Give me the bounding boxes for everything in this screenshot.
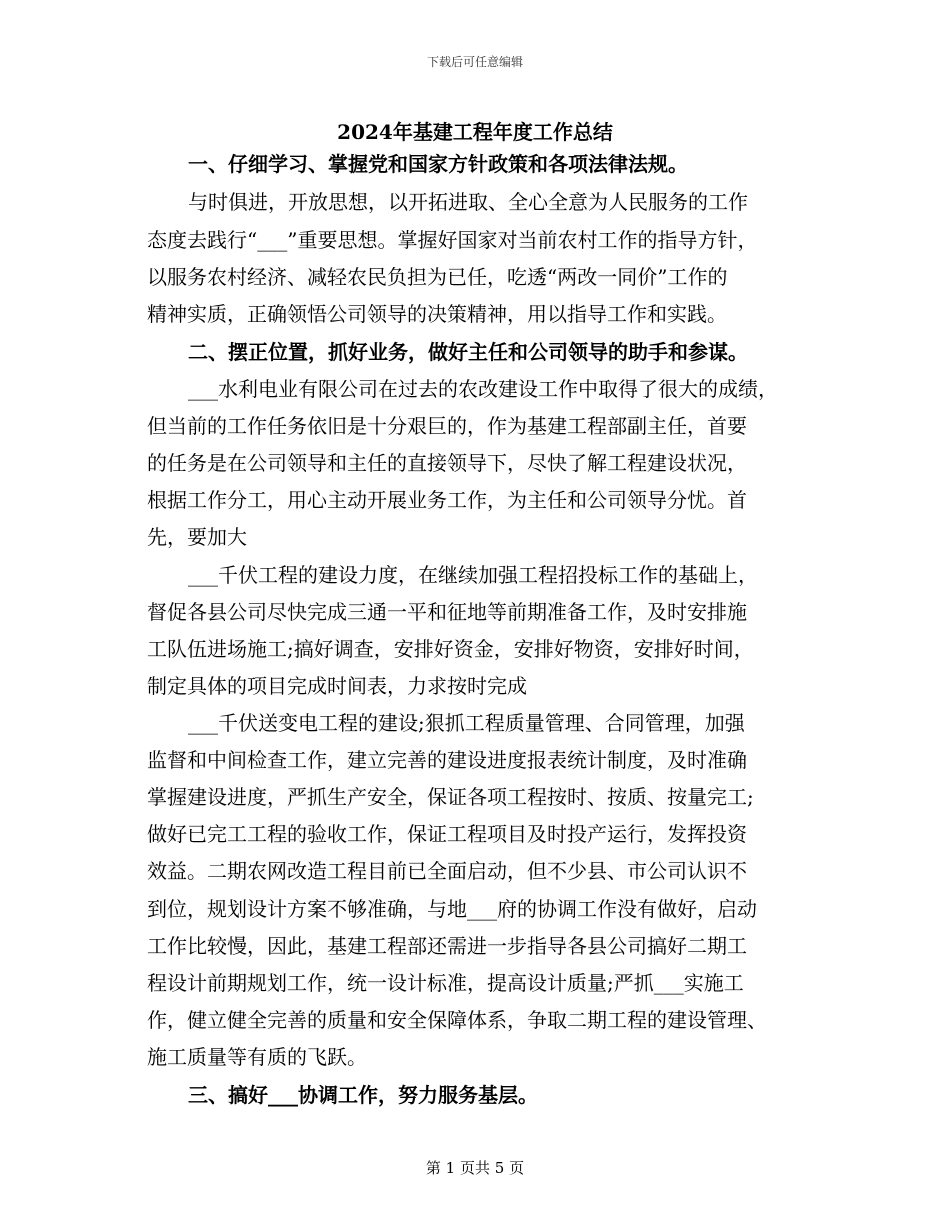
text-line: 根据工作分工，用心主动开展业务工作，为主任和公司领导分忧。首 <box>147 488 747 512</box>
text-line: 态度去践行“___”重要思想。掌握好国家对当前农村工作的指导方针， <box>147 228 758 252</box>
section-heading-1: 一、仔细学习、掌握党和国家方针政策和各项法律法规。 <box>188 152 688 176</box>
text-line: 施工质量等有质的飞跃。 <box>147 1045 367 1069</box>
text-line: 工作比较慢，因此，基建工程部还需进一步指导各县公司搞好二期工 <box>147 934 747 958</box>
text-line: 作，健立健全完善的质量和安全保障体系，争取二期工程的建设管理、 <box>147 1008 767 1032</box>
section-heading-2: 二、摆正位置，抓好业务，做好主任和公司领导的助手和参谋。 <box>188 340 748 364</box>
text-line: 程设计前期规划工作，统一设计标准，提高设计质量;严抓___实施工 <box>147 971 744 995</box>
text-line: 精神实质，正确领悟公司领导的决策精神，用以指导工作和实践。 <box>147 302 727 326</box>
text-line: ___水利电业有限公司在过去的农改建设工作中取得了很大的成绩， <box>188 377 778 401</box>
text-line: 做好已完工工程的验收工作，保证工程项目及时投产运行，发挥投资 <box>147 822 747 846</box>
text-line: ___千伏送变电工程的建设;狠抓工程质量管理、合同管理，加强 <box>188 711 745 735</box>
text-line: 以服务农村经济、减轻农民负担为已任，吃透“两改一同价”工作的 <box>147 265 728 289</box>
page-footer: 第 1 页共 5 页 <box>425 1159 525 1177</box>
text-line: ___千伏工程的建设力度，在继续加强工程招投标工作的基础上， <box>188 563 758 587</box>
text-line: 与时俱进，开放思想，以开拓进取、全心全意为人民服务的工作 <box>188 190 748 214</box>
text-line: 效益。二期农网改造工程目前已全面启动，但不少县、市公司认识不 <box>147 859 747 883</box>
document-title: 2024年基建工程年度工作总结 <box>337 120 613 144</box>
text-line: 督促各县公司尽快完成三通一平和征地等前期准备工作，及时安排施 <box>147 600 747 624</box>
text-line: 到位，规划设计方案不够准确，与地___府的协调工作没有做好，启动 <box>147 897 757 921</box>
text-line: 制定具体的项目完成时间表，力求按时完成 <box>147 674 527 698</box>
text-line: 监督和中间检查工作，建立完善的建设进度报表统计制度，及时准确 <box>147 748 747 772</box>
section-heading-3: 三、搞好___协调工作，努力服务基层。 <box>188 1083 538 1107</box>
page-header: 下载后可任意编辑 <box>426 55 523 69</box>
text-line: 的任务是在公司领导和主任的直接领导下，尽快了解工程建设状况， <box>147 451 747 475</box>
text-line: 工队伍进场施工;搞好调查，安排好资金，安排好物资，安排好时间， <box>147 637 754 661</box>
text-line: 先，要加大 <box>147 525 247 549</box>
text-line: 但当前的工作任务依旧是十分艰巨的，作为基建工程部副主任，首要 <box>147 414 747 438</box>
text-line: 掌握建设进度，严抓生产安全，保证各项工程按时、按质、按量完工; <box>147 785 754 809</box>
